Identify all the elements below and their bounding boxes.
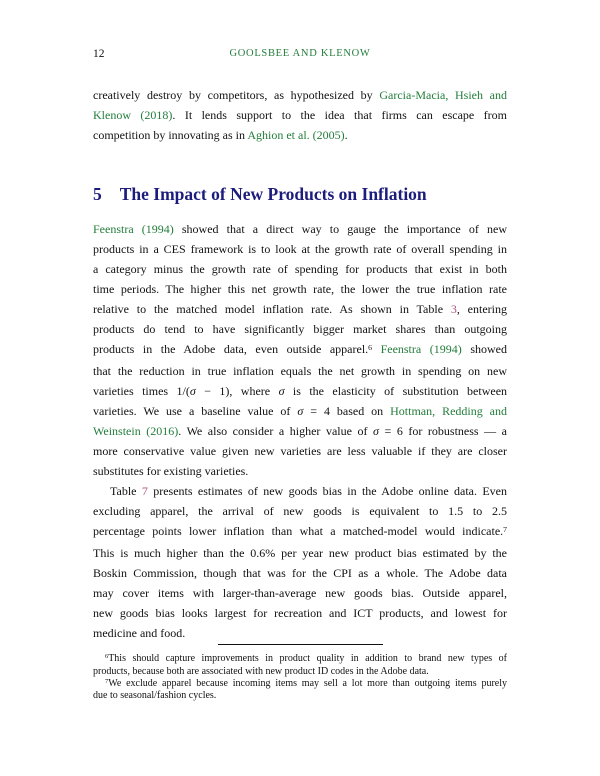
text-segment: excluding apparel, the arrival of new goods is equivalent to 1.5 to 2.5 [93, 504, 507, 518]
math-symbol: σ [189, 384, 196, 398]
text-segment: products, because both are associated with new product ID codes in the Adobe data. [93, 665, 429, 677]
cross-ref-link[interactable]: 3 [450, 302, 457, 316]
text-line [93, 279, 507, 299]
section-heading [93, 182, 507, 206]
footnote-marker: 7 [105, 677, 109, 685]
footnote-6 [93, 653, 507, 678]
text-line [93, 421, 507, 441]
text-segment: showed that a direct way to gauge the importance of new [173, 222, 507, 236]
math-symbol: σ [278, 384, 285, 398]
citation-link[interactable]: Weinstein (2016) [93, 424, 179, 438]
text-segment: . We also consider a higher value of [178, 424, 374, 438]
text-line [93, 125, 507, 145]
text-line [93, 319, 507, 339]
text-segment: more conservative value given new varieties are less valuable if they are closer [93, 444, 507, 458]
footnote-marker: 6 [105, 653, 109, 661]
text-segment: time periods. The higher this net growth rate, the lower the true inflation rate [93, 282, 507, 296]
text-segment: presents estimates of new goods bias in the Adobe online data. Even [147, 484, 507, 498]
text-line [93, 85, 507, 105]
text-segment: due to seasonal/fashion cycles. [93, 690, 217, 702]
text-segment: = 6 for robustness — a [378, 424, 507, 438]
text-segment: competition by innovating as in [93, 128, 248, 142]
text-line [93, 501, 507, 521]
text-segment: a category minus the growth rate of spending for products that exist in both [93, 262, 507, 276]
math-symbol: σ [373, 424, 379, 438]
text-segment [372, 342, 381, 356]
text-segment: percentage points lower inflation than what a matched-model would indicate. [93, 524, 504, 538]
footnote-marker: 6 [368, 342, 372, 352]
text-line [93, 339, 507, 361]
text-line [93, 678, 507, 691]
text-line [93, 219, 507, 239]
text-segment: = 4 based on [303, 404, 391, 418]
text-segment: Boskin Commission, though that was for the CPI as a whole. The Adobe data [93, 566, 507, 580]
text-line [93, 690, 507, 702]
text-segment: is the elasticity of substitution between [284, 384, 508, 398]
citation-link[interactable]: Aghion et al. (2005) [247, 128, 345, 142]
text-segment: . It lends support to the idea that firms can escape from [172, 108, 508, 122]
text-segment: varieties times 1/( [93, 384, 190, 398]
text-line [93, 299, 507, 319]
citation-link[interactable]: Klenow (2018) [93, 108, 173, 122]
text-line [93, 603, 507, 623]
math-symbol: σ [297, 404, 304, 418]
text-segment: varieties. We use a baseline value of [93, 404, 298, 418]
footnotes-block [93, 653, 507, 702]
text-segment: may cover items with larger-than-average new goods bias. Outside apparel, [93, 586, 507, 600]
text-line [93, 381, 507, 401]
citation-link[interactable]: Garcia-Macia, Hsieh and [379, 88, 507, 102]
page-header [93, 48, 507, 62]
section-title: The Impact of New Products on Inflation [119, 184, 427, 204]
citation-link[interactable]: Hottman, Redding and [390, 404, 508, 418]
text-line [93, 105, 507, 125]
text-segment: medicine and food. [93, 626, 186, 640]
text-segment: new goods bias looks largest for recreation and ICT products, and lowest for [93, 606, 507, 620]
text-segment: showed [461, 342, 507, 356]
text-line [93, 401, 507, 421]
text-segment: This should capture improvements in product quality in addition to brand new types of [108, 653, 507, 664]
text-segment: products do tend to have significantly bigger market shares than outgoing [93, 322, 507, 336]
text-line [93, 461, 507, 481]
text-line [93, 441, 507, 461]
footnote-7 [93, 678, 507, 703]
text-line [93, 653, 507, 666]
text-line [93, 623, 507, 643]
footnote-marker: 7 [503, 524, 507, 534]
text-segment: products in the Adobe data, even outside apparel. [93, 342, 369, 356]
section-number: 5 [93, 184, 102, 204]
citation-link[interactable]: Feenstra (1994) [93, 222, 174, 236]
text-segment: . [344, 128, 348, 142]
page-number: 12 [93, 48, 105, 60]
text-segment: relative to the matched model inflation rate. As shown in Table [93, 302, 451, 316]
text-line [93, 521, 507, 543]
text-segment: substitutes for existing varieties. [93, 464, 249, 478]
text-segment: creatively destroy by competitors, as hypothesized by [93, 88, 380, 102]
running-head: GOOLSBEE AND KLENOW [229, 48, 371, 59]
text-line [93, 259, 507, 279]
paragraph-2 [93, 219, 507, 481]
text-column [93, 85, 507, 702]
text-segment: This is much higher than the 0.6% per year new product bias estimated by the [93, 546, 507, 560]
text-line [93, 583, 507, 603]
cross-ref-link[interactable]: 7 [141, 484, 148, 498]
text-segment: We exclude apparel because incoming items may sell a lot more than outgoing items purely [108, 677, 507, 689]
text-line [93, 543, 507, 563]
citation-link[interactable]: Feenstra (1994) [380, 342, 462, 356]
text-line [93, 563, 507, 583]
text-line [93, 239, 507, 259]
text-segment: products in a CES framework is to look at the growth rate of overall spending in [93, 242, 507, 256]
text-line [93, 361, 507, 381]
paragraph-1 [93, 85, 507, 145]
text-segment: , entering [456, 302, 507, 316]
text-segment: Table [110, 484, 142, 498]
text-line [93, 481, 507, 501]
footnote-rule [218, 644, 383, 645]
text-segment: − 1), where [195, 384, 279, 398]
paragraph-3 [93, 481, 507, 643]
text-line [93, 666, 507, 678]
text-segment: that the reduction in true inflation equals the net growth in spending on new [93, 364, 507, 378]
